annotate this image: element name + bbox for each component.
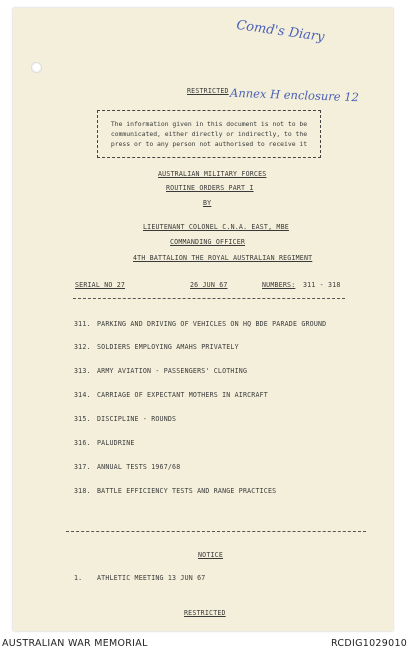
item-number: 312. bbox=[74, 343, 91, 351]
item-number: 316. bbox=[74, 439, 91, 447]
numbers-label: NUMBERS: bbox=[262, 281, 296, 289]
handwritten-note-top: Comd's Diary bbox=[235, 17, 326, 46]
handwritten-note-annex: Annex H enclosure 12 bbox=[229, 85, 360, 105]
item-number: 313. bbox=[74, 367, 91, 375]
item-number: 315. bbox=[74, 415, 91, 423]
warning-line-3: press or to any person not authorised to receive it bbox=[110, 140, 308, 148]
classification-bottom: RESTRICTED bbox=[184, 609, 226, 617]
item-text: SOLDIERS EMPLOYING AMAHS PRIVATELY bbox=[97, 343, 239, 351]
archive-id: RCDIG1029010 bbox=[331, 638, 407, 649]
order-date: 26 JUN 67 bbox=[190, 281, 228, 289]
divider-bottom bbox=[66, 531, 366, 532]
item-number: 311. bbox=[74, 320, 91, 328]
by-label: BY bbox=[203, 199, 212, 207]
item-text: PALUDRINE bbox=[97, 439, 135, 447]
item-text: ANNUAL TESTS 1967/68 bbox=[97, 463, 181, 471]
punch-hole bbox=[31, 62, 42, 73]
numbers-value: 311 - 318 bbox=[303, 281, 341, 289]
item-number: 318. bbox=[74, 487, 91, 495]
notice-item-text: ATHLETIC MEETING 13 JUN 67 bbox=[97, 574, 206, 582]
warning-line-1: The information given in this document is not to be bbox=[110, 120, 308, 128]
item-text: CARRIAGE OF EXPECTANT MOTHERS IN AIRCRAFT bbox=[97, 391, 268, 399]
notice-item-number: 1. bbox=[74, 574, 83, 582]
org-title: AUSTRALIAN MILITARY FORCES bbox=[158, 170, 267, 178]
serial-number: SERIAL NO 27 bbox=[75, 281, 126, 289]
item-number: 314. bbox=[74, 391, 91, 399]
item-text: ARMY AVIATION - PASSENGERS' CLOTHING bbox=[97, 367, 248, 375]
item-text: PARKING AND DRIVING OF VEHICLES ON HQ BDE PARADE GROUND bbox=[97, 320, 327, 328]
unit-name: 4TH BATTALION THE ROYAL AUSTRALIAN REGIMENT bbox=[133, 254, 313, 262]
document-title: ROUTINE ORDERS PART I bbox=[166, 184, 254, 192]
warning-line-2: communicated, either directly or indirectly, to the bbox=[110, 130, 308, 138]
officer-role: COMMANDING OFFICER bbox=[170, 238, 246, 246]
notice-heading: NOTICE bbox=[198, 551, 224, 559]
security-warning-box bbox=[97, 110, 321, 158]
officer-name: LIEUTENANT COLONEL C.N.A. EAST, MBE bbox=[143, 223, 289, 231]
item-number: 317. bbox=[74, 463, 91, 471]
classification-top: RESTRICTED bbox=[187, 87, 229, 95]
item-text: BATTLE EFFICIENCY TESTS AND RANGE PRACTICES bbox=[97, 487, 277, 495]
item-text: DISCIPLINE - ROUNDS bbox=[97, 415, 177, 423]
archive-credit: AUSTRALIAN WAR MEMORIAL bbox=[2, 638, 148, 649]
divider-top bbox=[73, 298, 345, 299]
